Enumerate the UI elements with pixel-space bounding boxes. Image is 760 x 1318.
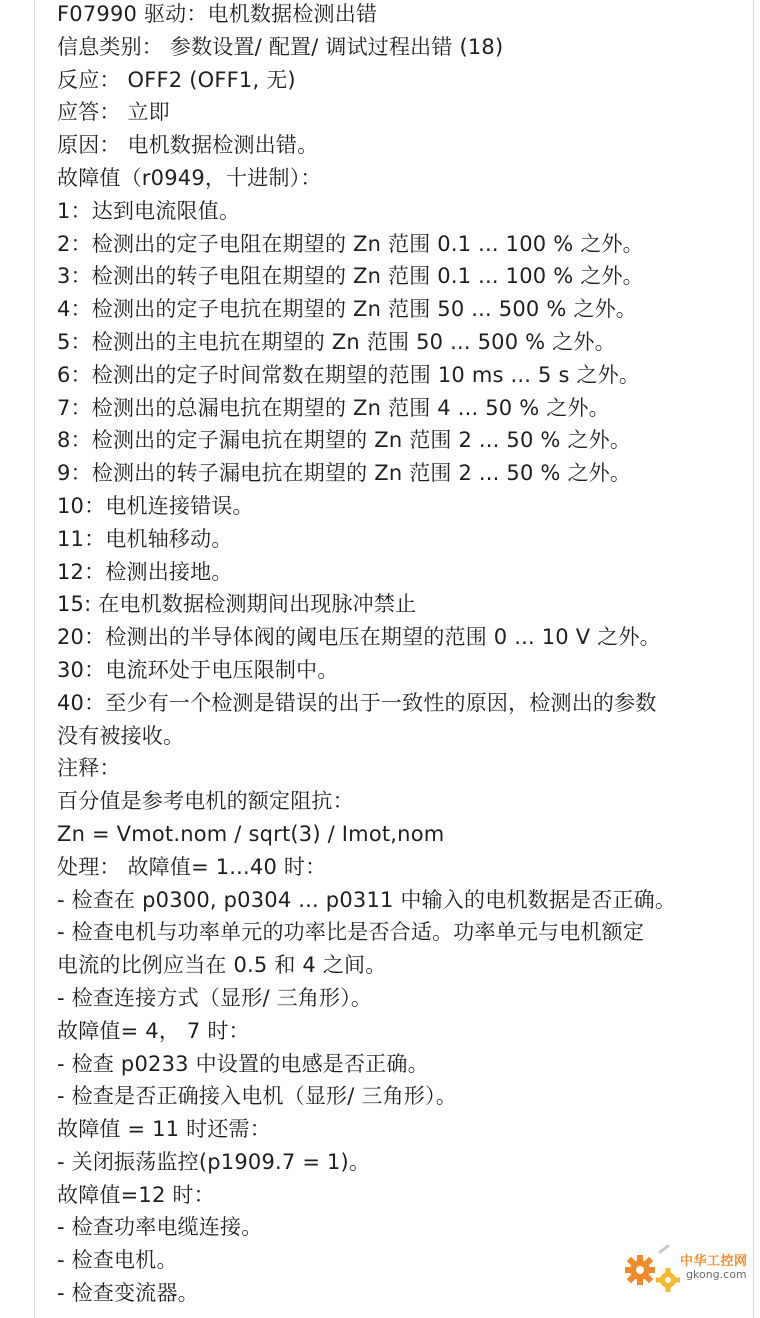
fault-value-item-3: 3：检测出的转子电阻在期望的 Zn 范围 0.1 ... 100 % 之外。 xyxy=(57,264,644,289)
remedy-item: - 检查 p0233 中设置的电感是否正确。 xyxy=(57,1051,429,1076)
cause-line: 原因： 电机数据检测出错。 xyxy=(57,133,319,158)
fault-value-item-30: 30：电流环处于电压限制中。 xyxy=(57,657,339,682)
fault-value-item-5: 5：检测出的主电抗在期望的 Zn 范围 50 ... 500 % 之外。 xyxy=(57,329,616,354)
fault-value-item-11: 11：电机轴移动。 xyxy=(57,526,233,551)
note-heading: 注释： xyxy=(57,756,121,781)
fault-value-item-6: 6：检测出的定子时间常数在期望的范围 10 ms ... 5 s 之外。 xyxy=(57,362,641,387)
zn-formula: Zn = Vmot.nom / sqrt(3) / Imot,nom xyxy=(57,821,445,846)
fault-value-item-40: 40：至少有一个检测是错误的出于一致性的原因，检测出的参数 xyxy=(57,690,657,715)
fault-value-item-8: 8：检测出的定子漏电抗在期望的 Zn 范围 2 ... 50 % 之外。 xyxy=(57,428,632,453)
fault-value-item-20: 20：检测出的半导体阀的阈电压在期望的范围 0 ... 10 V 之外。 xyxy=(57,625,661,650)
watermark-domain: gkong.com xyxy=(686,1268,747,1281)
message-class-line: 信息类别： 参数设置/ 配置/ 调试过程出错 (18) xyxy=(57,34,504,59)
remedy-subheading-12: 故障值=12 时： xyxy=(57,1182,215,1207)
remedy-item: - 检查电机与功率单元的功率比是否合适。功率单元与电机额定 xyxy=(57,920,645,945)
remedy-item: - 检查在 p0300, p0304 ... p0311 中输入的电机数据是否正确。 xyxy=(57,887,677,912)
acknowledge-line: 应答： 立即 xyxy=(57,100,170,125)
fault-value-item-2: 2：检测出的定子电阻在期望的 Zn 范围 0.1 ... 100 % 之外。 xyxy=(57,231,644,256)
note-text: 百分值是参考电机的额定阻抗： xyxy=(57,789,354,814)
fault-value-item-10: 10：电机连接错误。 xyxy=(57,493,254,518)
gear-icon xyxy=(618,1242,688,1298)
remedy-subheading-4-7: 故障值= 4， 7 时： xyxy=(57,1018,250,1043)
remedy-item: - 检查电机。 xyxy=(57,1248,178,1273)
fault-value-item-15: 15: 在电机数据检测期间出现脉冲禁止 xyxy=(57,592,417,617)
watermark-name: 中华工控网 xyxy=(680,1254,748,1269)
fault-value-item-7: 7：检测出的总漏电抗在期望的 Zn 范围 4 ... 50 % 之外。 xyxy=(57,395,610,420)
gkong-watermark xyxy=(618,1242,754,1298)
fault-value-item-4: 4：检测出的定子电抗在期望的 Zn 范围 50 ... 500 % 之外。 xyxy=(57,297,637,322)
fault-value-item-12: 12：检测出接地。 xyxy=(57,559,233,584)
reaction-line: 反应： OFF2 (OFF1, 无) xyxy=(57,67,296,92)
fault-title-line: F07990 驱动：电机数据检测出错 xyxy=(57,2,378,26)
remedy-item: - 检查是否正确接入电机（显形/ 三角形）。 xyxy=(57,1084,457,1109)
remedy-heading: 处理： 故障值= 1...40 时： xyxy=(57,854,327,879)
remedy-subheading-11: 故障值 = 11 时还需： xyxy=(57,1117,271,1142)
document-panel xyxy=(34,0,754,1318)
fault-value-item-9: 9：检测出的转子漏电抗在期望的 Zn 范围 2 ... 50 % 之外。 xyxy=(57,461,632,486)
fault-value-heading: 故障值（r0949，十进制）： xyxy=(57,165,322,190)
remedy-item-cont: 电流的比例应当在 0.5 和 4 之间。 xyxy=(57,953,387,978)
fault-value-item-1: 1：达到电流限值。 xyxy=(57,198,241,223)
remedy-item: - 关闭振荡监控(p1909.7 = 1)。 xyxy=(57,1149,371,1174)
remedy-item: - 检查功率电缆连接。 xyxy=(57,1215,263,1240)
document-text xyxy=(57,0,747,1310)
fault-value-item-40-cont: 没有被接收。 xyxy=(57,723,185,748)
remedy-item: - 检查变流器。 xyxy=(57,1281,199,1306)
remedy-item: - 检查连接方式（显形/ 三角形）。 xyxy=(57,985,373,1010)
